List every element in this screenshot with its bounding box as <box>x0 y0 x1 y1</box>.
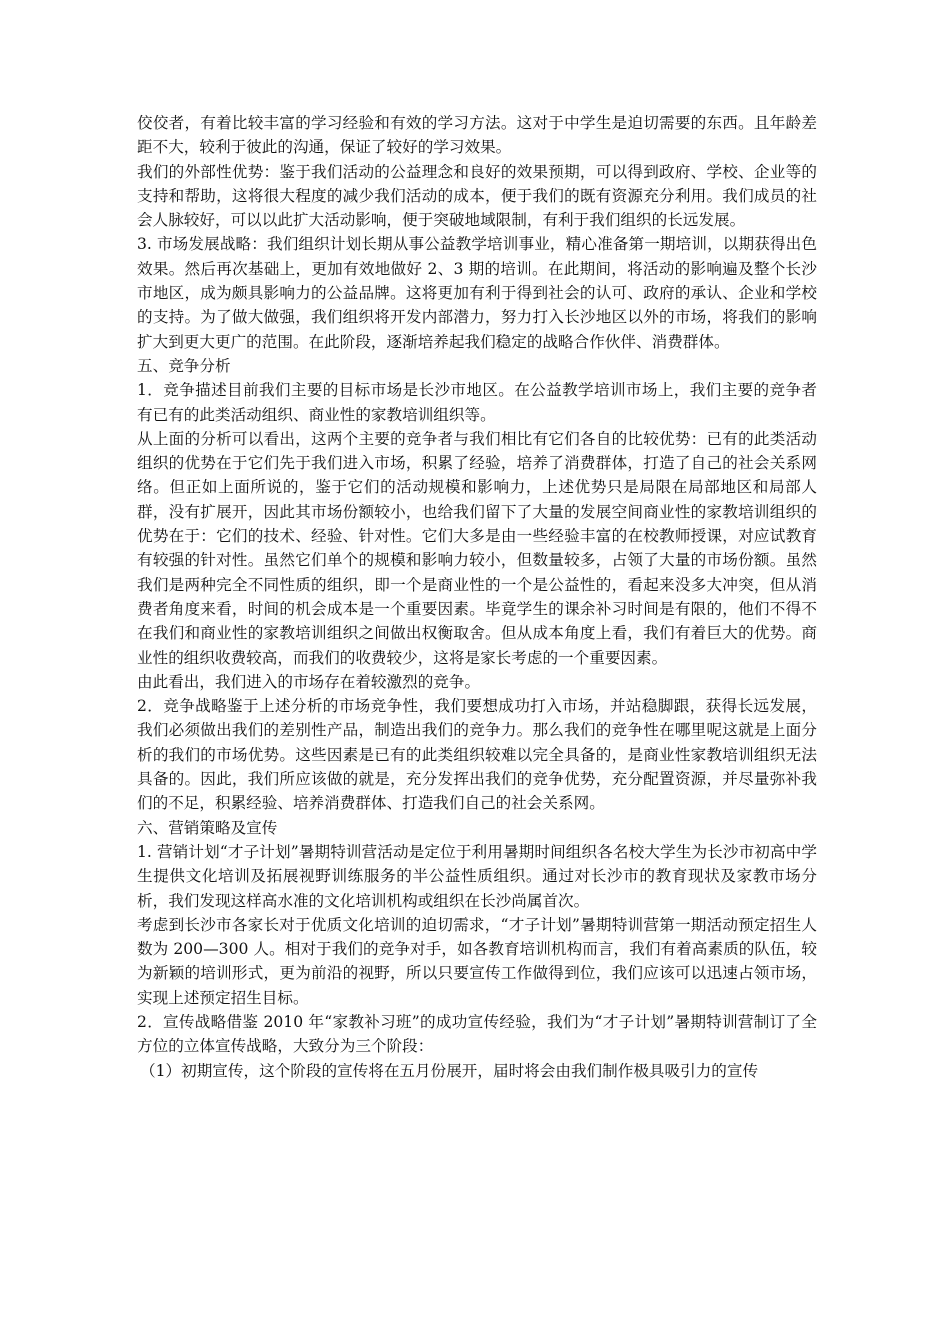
paragraph-external-advantage: 我们的外部性优势：鉴于我们活动的公益理念和良好的效果预期，可以得到政府、学校、企业等的支持和帮助，这将很大程度的减少我们活动的成本，便于我们的既有资源充分利用。我们成员的社会人脉较好，可以以此扩大活动影响，便于突破地域限制，有利于我们组织的长远发展。 <box>137 162 817 230</box>
paragraph-advantage-members: 佼佼者，有着比较丰富的学习经验和有效的学习方法。这对于中学生是迫切需要的东西。且年龄差距不大，较利于彼此的沟通，保证了较好的学习效果。 <box>137 114 817 157</box>
paragraph-competition-conclusion: 由此看出，我们进入的市场存在着较激烈的竞争。 <box>137 672 481 691</box>
paragraph-competition-strategy: 2．竞争战略鉴于上述分析的市场竞争性，我们要想成功打入市场，并站稳脚跟，获得长远发展，我们必须做出我们的差别性产品，制造出我们的竞争力。那么我们的竞争性在哪里呢这就是上面分析的我们的市场优势。这些因素是已有的此类组织较难以完全具备的，是商业性家教培训组织无法具备的。因此，我们所应该做的就是，充分发挥出我们的竞争优势，充分配置资源，并尽量弥补我们的不足，积累经验、培养消费群体、打造我们自己的社会关系网。 <box>137 697 817 813</box>
paragraph-enrollment-target: 考虑到长沙市各家长对于优质文化培训的迫切需求，“才子计划”暑期特训营第一期活动预定招生人数为 200—300 人。相对于我们的竞争对手，如各教育培训机构而言，我们有着高素质的队伍，较为新颖的培训形式，更为前沿的视野，所以只要宣传工作做得到位，我们应该可以迅速占领市场，实现上述预定招生目标。 <box>137 915 817 1007</box>
section-heading-marketing: 六、营销策略及宣传 <box>137 818 278 837</box>
paragraph-market-strategy: 3. 市场发展战略：我们组织计划长期从事公益教学培训事业，精心准备第一期培训，以期获得出色效果。然后再次基础上，更加有效地做好 2、3 期的培训。在此期间，将活动的影响遍及整个长沙市地区，成为颇具影响力的公益品牌。这将更加有利于得到社会的认可、政府的承认、企业和学校的支持。为了做大做强，我们组织将开发内部潜力，努力打入长沙地区以外的市场，将我们的影响扩大到更大更广的范围。在此阶段，逐渐培养起我们稳定的战略合作伙伴、消费群体。 <box>137 235 817 351</box>
paragraph-competition-description: 1．竞争描述目前我们主要的目标市场是长沙市地区。在公益教学培训市场上，我们主要的竞争者有已有的此类活动组织、商业性的家教培训组织等。 <box>137 381 817 424</box>
paragraph-initial-publicity: （1）初期宣传，这个阶段的宣传将在五月份展开，届时将会由我们制作极具吸引力的宣传 <box>140 1061 759 1080</box>
paragraph-marketing-plan: 1. 营销计划“才子计划”暑期特训营活动是定位于利用暑期时间组织各名校大学生为长沙市初高中学生提供文化培训及拓展视野训练服务的半公益性质组织。通过对长沙市的教育现状及家教市场分析，我们发现这样高水准的文化培训机构或组织在长沙尚属首次。 <box>137 842 817 910</box>
document-body <box>137 111 817 1083</box>
paragraph-competitor-analysis: 从上面的分析可以看出，这两个主要的竞争者与我们相比有它们各自的比较优势：已有的此类活动组织的优势在于它们先于我们进入市场，积累了经验，培养了消费群体，打造了自己的社会关系网络。但正如上面所说的，鉴于它们的活动规模和影响力，上述优势只是局限在局部地区和局部人群，没有扩展开，因此其市场份额较小，也给我们留下了大量的发展空间商业性的家教培训组织的优势在于：它们的技术、经验、针对性。它们大多是由一些经验丰富的在校教师授课，对应试教育有较强的针对性。虽然它们单个的规模和影响力较小，但数量较多，占领了大量的市场份额。虽然我们是两种完全不同性质的组织，即一个是商业性的一个是公益性的，看起来没多大冲突，但从消费者角度来看，时间的机会成本是一个重要因素。毕竟学生的课余补习时间是有限的，他们不得不在我们和商业性的家教培训组织之间做出权衡取舍。但从成本角度上看，我们有着巨大的优势。商业性的组织收费较高，而我们的收费较少，这将是家长考虑的一个重要因素。 <box>137 429 817 667</box>
section-heading-competition: 五、竞争分析 <box>137 356 231 375</box>
paragraph-publicity-strategy: 2．宣传战略借鉴 2010 年“家教补习班”的成功宣传经验，我们为“才子计划”暑期特训营制订了全方位的立体宣传战略，大致分为三个阶段： <box>137 1012 817 1056</box>
